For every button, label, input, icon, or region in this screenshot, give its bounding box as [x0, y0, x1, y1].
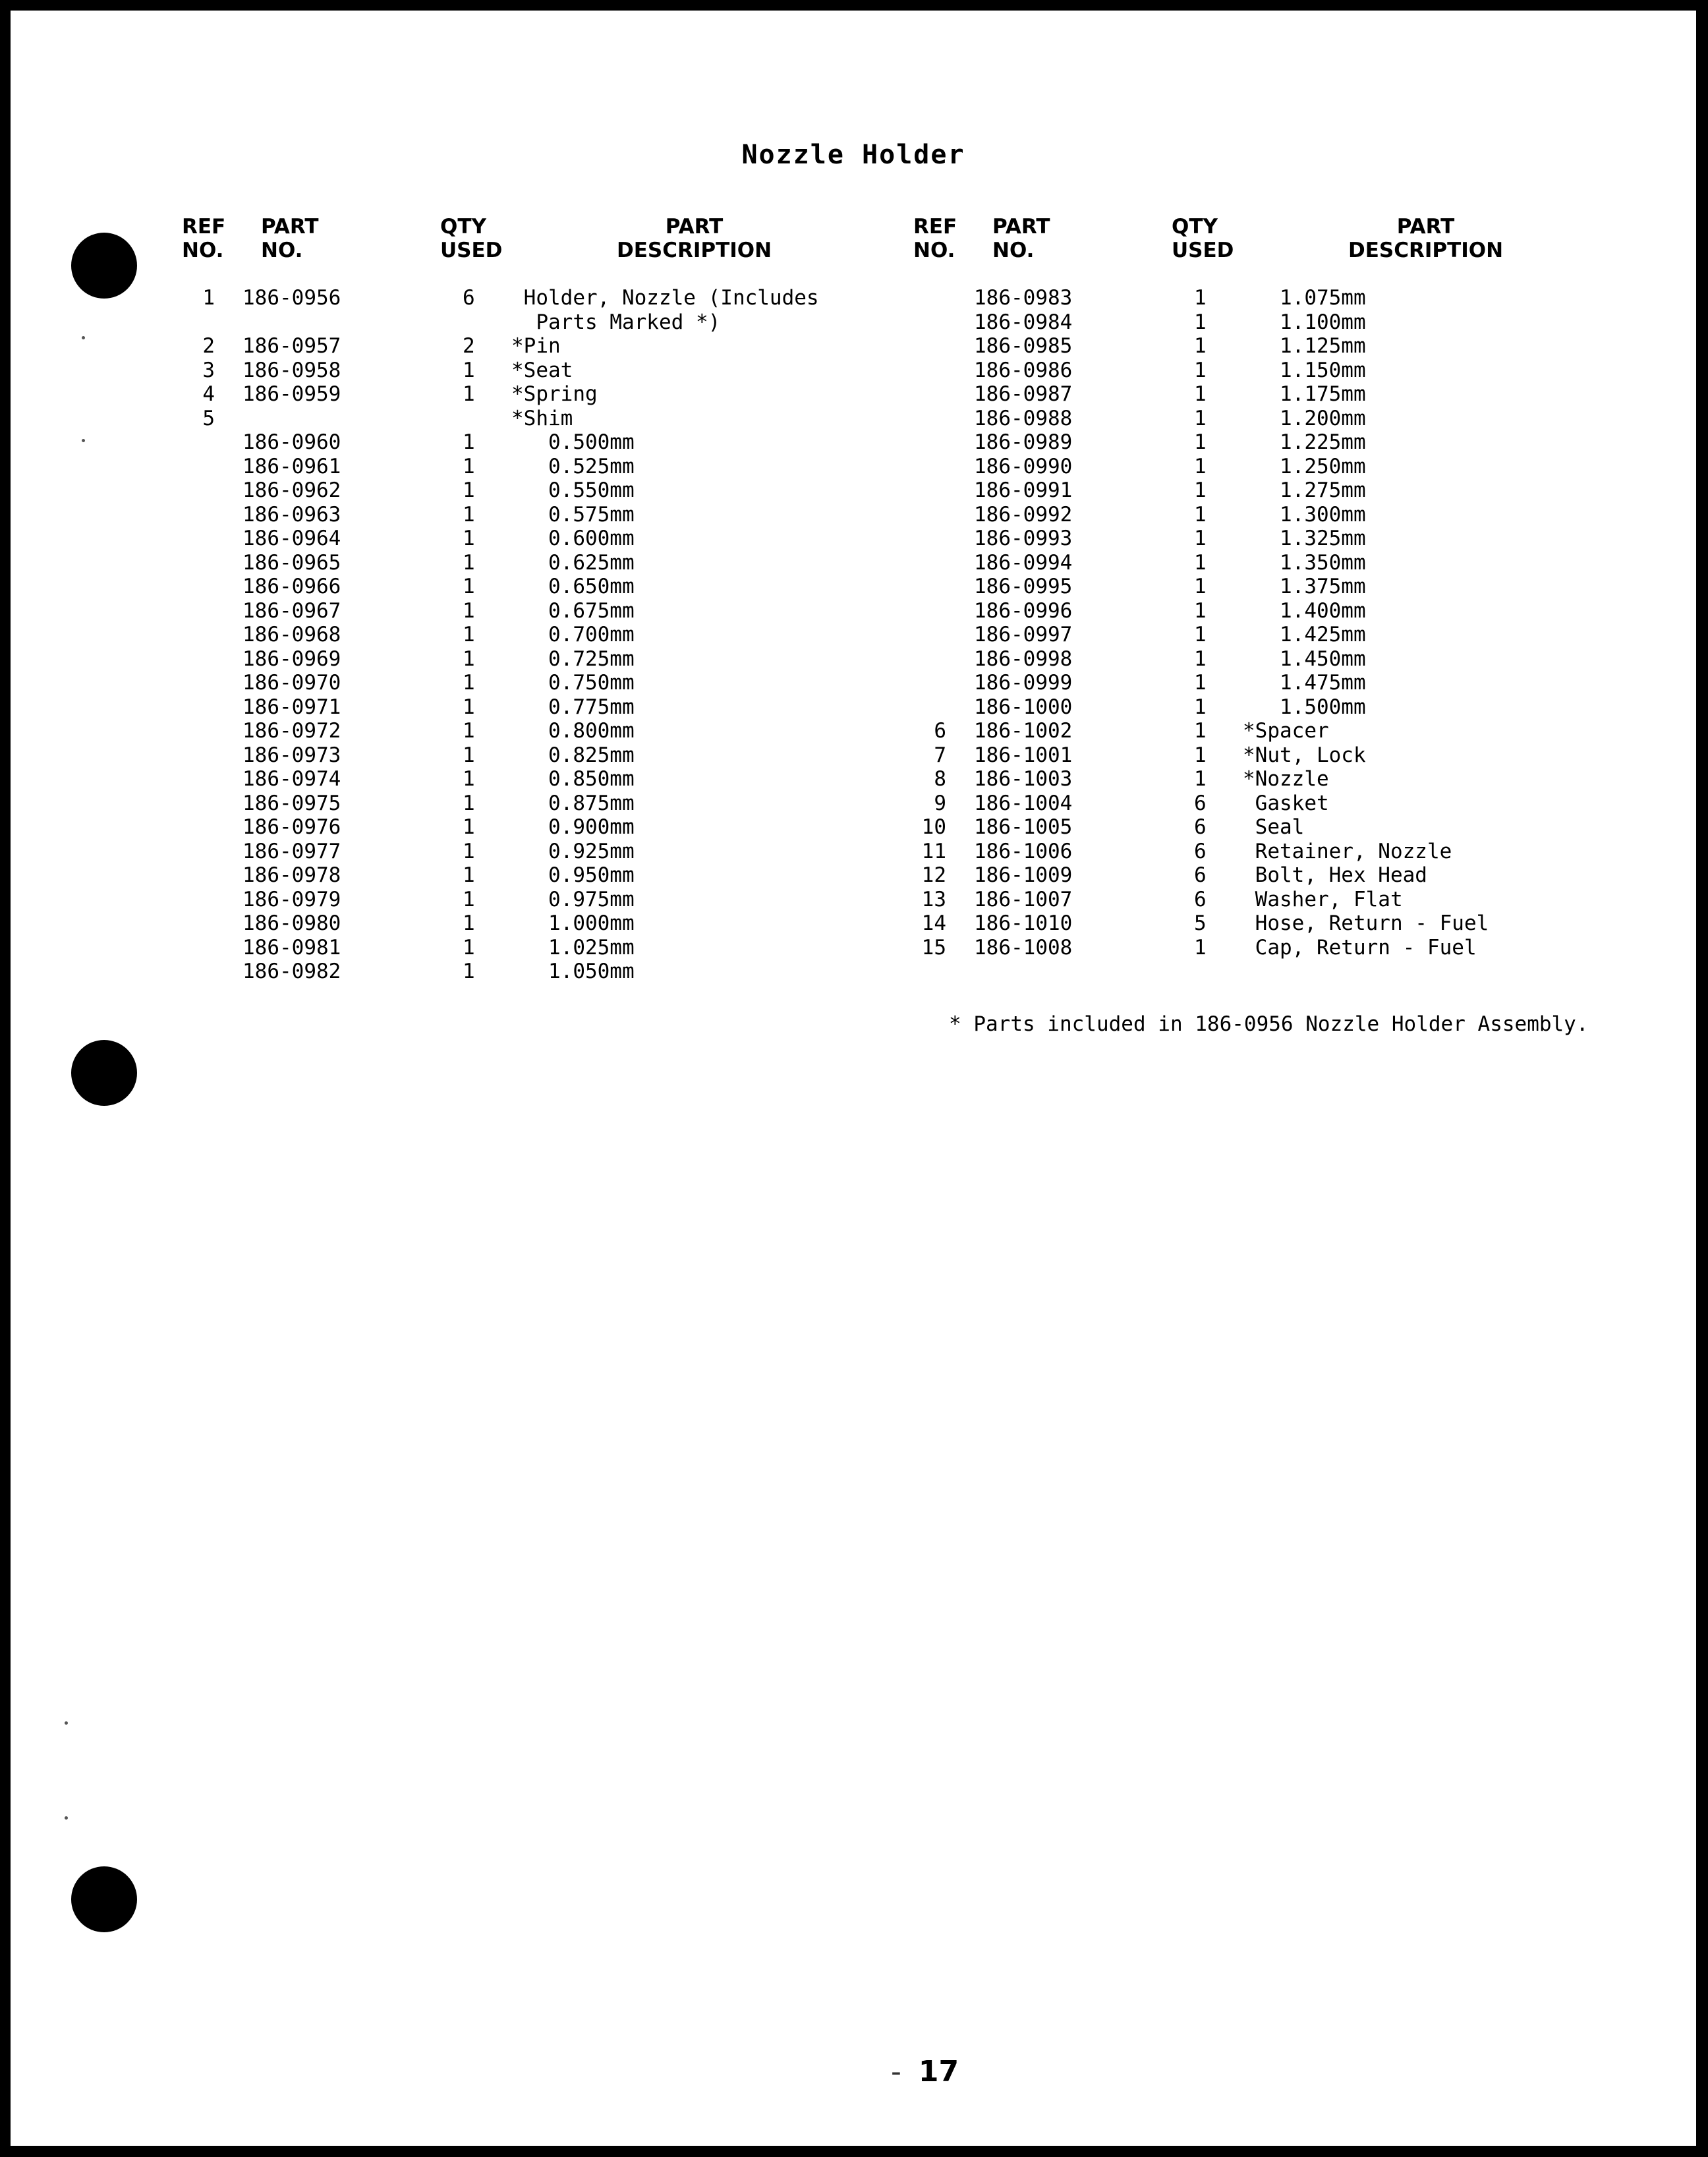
cell-qty-used: 1 [1194, 695, 1207, 719]
cell-part-no: 186-0962 [242, 478, 341, 502]
cell-part-no: 186-0998 [974, 647, 1073, 671]
cell-qty-used: 1 [1194, 358, 1207, 382]
cell-part-no: 186-0979 [242, 887, 341, 911]
cell-part-no: 186-0970 [242, 671, 341, 695]
table-row [913, 888, 1678, 912]
cell-part-no: 186-0974 [242, 767, 341, 791]
table-row [913, 551, 1678, 575]
cell-qty-used: 1 [463, 430, 475, 454]
header-part-description: PART DESCRIPTION [617, 215, 772, 262]
table-header [182, 215, 920, 274]
table-row [913, 815, 1678, 840]
header-part-description: PART DESCRIPTION [1348, 215, 1504, 262]
cell-part-no: 186-0989 [974, 430, 1073, 454]
cell-qty-used: 1 [1194, 430, 1207, 454]
table-row [913, 599, 1678, 623]
cell-part-no: 186-0983 [974, 286, 1073, 310]
table-row [182, 503, 920, 527]
table-row [182, 960, 920, 984]
table-row [913, 430, 1678, 455]
table-row [182, 791, 920, 816]
cell-part-description: 1.050mm [511, 960, 635, 983]
cell-part-description: 1.150mm [1243, 358, 1366, 382]
header-qty-used: QTY USED [440, 215, 503, 262]
cell-qty-used: 1 [1194, 935, 1207, 960]
cell-part-no: 186-0956 [242, 286, 341, 310]
scan-speck [65, 1721, 68, 1725]
table-row [913, 359, 1678, 383]
cell-part-description: 1.075mm [1243, 286, 1366, 310]
cell-part-description: *Seat [511, 358, 573, 382]
cell-part-description: Retainer, Nozzle [1243, 839, 1452, 863]
header-qty-used: QTY USED [1172, 215, 1234, 262]
table-row [182, 478, 920, 503]
page-number-dash: - [891, 2055, 901, 2088]
cell-part-no: 186-0969 [242, 647, 341, 671]
cell-part-description: 0.825mm [511, 743, 635, 767]
cell-part-description: *Nut, Lock [1243, 743, 1366, 767]
table-row [182, 359, 920, 383]
cell-part-no: 186-0971 [242, 695, 341, 719]
cell-ref-no: 6 [934, 719, 946, 743]
cell-part-no: 186-0981 [242, 935, 341, 960]
table-row [182, 911, 920, 936]
table-row [913, 455, 1678, 479]
cell-qty-used: 1 [463, 382, 475, 406]
cell-ref-no: 12 [921, 863, 946, 887]
table-row [182, 863, 920, 888]
table-row [182, 455, 920, 479]
cell-qty-used: 1 [463, 671, 475, 695]
cell-qty-used: 1 [1194, 550, 1207, 575]
cell-part-description: Cap, Return - Fuel [1243, 935, 1477, 960]
cell-qty-used: 1 [463, 791, 475, 815]
table-row [913, 767, 1678, 791]
cell-part-description: 0.500mm [511, 430, 635, 454]
table-row [182, 310, 920, 335]
cell-part-no: 186-1001 [974, 743, 1073, 767]
table-row [182, 382, 920, 407]
cell-ref-no: 8 [934, 767, 946, 791]
cell-part-description: 0.975mm [511, 887, 635, 911]
cell-part-description: 0.900mm [511, 815, 635, 839]
cell-part-description: 0.750mm [511, 671, 635, 695]
header-part-no: PART NO. [261, 215, 319, 262]
cell-part-no: 186-1004 [974, 791, 1073, 815]
table-row [182, 407, 920, 431]
cell-part-description: *Nozzle [1243, 767, 1329, 791]
cell-part-description: Seal [1243, 815, 1305, 839]
scan-speck [82, 336, 85, 339]
cell-part-description: 0.600mm [511, 527, 635, 550]
cell-qty-used: 1 [463, 839, 475, 863]
cell-part-no: 186-0990 [974, 454, 1073, 478]
cell-part-description: 1.000mm [511, 911, 635, 935]
table-row [913, 286, 1678, 310]
table-row [913, 936, 1678, 960]
table-row [182, 815, 920, 840]
cell-part-no: 186-1009 [974, 863, 1073, 887]
cell-part-no: 186-0991 [974, 478, 1073, 502]
table-row [182, 286, 920, 310]
cell-qty-used: 1 [1194, 527, 1207, 550]
cell-part-no: 186-0985 [974, 334, 1073, 358]
table-row [182, 671, 920, 695]
cell-part-description: 0.875mm [511, 791, 635, 815]
cell-qty-used: 1 [463, 358, 475, 382]
cell-part-description: Hose, Return - Fuel [1243, 911, 1489, 935]
table-row [913, 478, 1678, 503]
table-row [913, 840, 1678, 864]
cell-part-description: 0.525mm [511, 454, 635, 478]
cell-qty-used: 6 [463, 286, 475, 310]
cell-part-description: 1.500mm [1243, 695, 1366, 719]
cell-part-no: 186-0993 [974, 527, 1073, 550]
table-row [913, 575, 1678, 599]
cell-part-no: 186-0964 [242, 527, 341, 550]
cell-part-no: 186-0975 [242, 791, 341, 815]
cell-part-description: *Spacer [1243, 719, 1329, 743]
table-row [913, 647, 1678, 672]
cell-part-description: 0.575mm [511, 502, 635, 527]
table-row [913, 503, 1678, 527]
cell-qty-used: 1 [1194, 286, 1207, 310]
cell-qty-used: 1 [1194, 502, 1207, 527]
cell-part-no: 186-0959 [242, 382, 341, 406]
table-row [182, 647, 920, 672]
cell-part-no: 186-0980 [242, 911, 341, 935]
table-row [913, 671, 1678, 695]
cell-part-no: 186-0997 [974, 623, 1073, 647]
table-row [182, 767, 920, 791]
cell-part-no: 186-0982 [242, 960, 341, 983]
cell-qty-used: 6 [1194, 887, 1207, 911]
cell-qty-used: 1 [1194, 671, 1207, 695]
cell-part-no: 186-0995 [974, 575, 1073, 598]
cell-part-description: 0.650mm [511, 575, 635, 598]
table-row [913, 310, 1678, 335]
cell-part-description: 1.100mm [1243, 310, 1366, 334]
table-header [913, 215, 1678, 274]
table-row [182, 623, 920, 647]
cell-qty-used: 1 [463, 502, 475, 527]
cell-qty-used: 1 [463, 527, 475, 550]
page-number-value: 17 [918, 2055, 959, 2088]
cell-ref-no: 5 [202, 406, 215, 430]
header-ref-no: REF NO. [913, 215, 957, 262]
cell-qty-used: 1 [463, 550, 475, 575]
cell-part-no: 186-0999 [974, 671, 1073, 695]
cell-part-description: *Spring [511, 382, 598, 406]
cell-qty-used: 1 [463, 454, 475, 478]
table-row [913, 911, 1678, 936]
table-row [913, 527, 1678, 551]
cell-part-description: 0.725mm [511, 647, 635, 671]
cell-part-description: 0.925mm [511, 839, 635, 863]
cell-part-no: 186-0957 [242, 334, 341, 358]
cell-qty-used: 1 [1194, 647, 1207, 671]
binder-hole [71, 233, 137, 299]
cell-part-no: 186-0996 [974, 598, 1073, 623]
cell-qty-used: 1 [463, 743, 475, 767]
cell-qty-used: 2 [463, 334, 475, 358]
cell-part-no: 186-1000 [974, 695, 1073, 719]
cell-part-description: 1.225mm [1243, 430, 1366, 454]
cell-part-no: 186-0986 [974, 358, 1073, 382]
cell-qty-used: 1 [1194, 334, 1207, 358]
cell-part-description: Holder, Nozzle (Includes [511, 286, 819, 310]
table-row [182, 575, 920, 599]
cell-part-description: 0.550mm [511, 478, 635, 502]
table-row [182, 888, 920, 912]
table-rows [182, 286, 920, 984]
cell-part-no: 186-0966 [242, 575, 341, 598]
cell-part-description: Bolt, Hex Head [1243, 863, 1427, 887]
cell-qty-used: 6 [1194, 863, 1207, 887]
cell-part-no: 186-1008 [974, 935, 1073, 960]
cell-qty-used: 1 [463, 911, 475, 935]
page-number [891, 2055, 959, 2088]
table-row [182, 936, 920, 960]
cell-part-no: 186-0994 [974, 550, 1073, 575]
cell-part-no: 186-0967 [242, 598, 341, 623]
cell-qty-used: 1 [463, 695, 475, 719]
cell-ref-no: 9 [934, 791, 946, 815]
cell-part-no: 186-0972 [242, 719, 341, 743]
cell-qty-used: 1 [463, 935, 475, 960]
cell-ref-no: 3 [202, 358, 215, 382]
cell-qty-used: 1 [1194, 719, 1207, 743]
cell-part-no: 186-0977 [242, 839, 341, 863]
cell-part-no: 186-0992 [974, 502, 1073, 527]
table-row [182, 840, 920, 864]
cell-part-description: Gasket [1243, 791, 1329, 815]
cell-part-description: 1.125mm [1243, 334, 1366, 358]
table-rows [913, 286, 1678, 960]
table-row [913, 623, 1678, 647]
footnote: * Parts included in 186-0956 Nozzle Holder Assembly. [949, 1012, 1589, 1036]
cell-part-no: 186-0963 [242, 502, 341, 527]
cell-part-no: 186-0965 [242, 550, 341, 575]
cell-qty-used: 6 [1194, 839, 1207, 863]
cell-part-description: 1.275mm [1243, 478, 1366, 502]
cell-part-no: 186-1010 [974, 911, 1073, 935]
cell-qty-used: 1 [463, 647, 475, 671]
cell-part-description: 1.475mm [1243, 671, 1366, 695]
cell-qty-used: 1 [463, 863, 475, 887]
cell-part-no: 186-1005 [974, 815, 1073, 839]
cell-qty-used: 1 [1194, 478, 1207, 502]
table-row [913, 382, 1678, 407]
cell-part-description: 0.850mm [511, 767, 635, 791]
cell-part-description: Washer, Flat [1243, 887, 1403, 911]
cell-part-description: 0.625mm [511, 550, 635, 575]
cell-part-no: 186-1002 [974, 719, 1073, 743]
cell-ref-no: 14 [921, 911, 946, 935]
parts-table-right [913, 215, 1678, 960]
cell-qty-used: 6 [1194, 791, 1207, 815]
cell-qty-used: 1 [463, 815, 475, 839]
header-part-no: PART NO. [992, 215, 1050, 262]
cell-part-description: 1.350mm [1243, 550, 1366, 575]
cell-ref-no: 11 [921, 839, 946, 863]
table-row [913, 719, 1678, 743]
table-row [913, 791, 1678, 816]
cell-qty-used: 1 [1194, 575, 1207, 598]
cell-part-no: 186-0973 [242, 743, 341, 767]
cell-qty-used: 1 [1194, 382, 1207, 406]
binder-hole [71, 1866, 137, 1932]
cell-qty-used: 1 [1194, 767, 1207, 791]
table-row [182, 527, 920, 551]
cell-part-no: 186-0988 [974, 406, 1073, 430]
table-row [182, 695, 920, 720]
cell-part-description: 1.325mm [1243, 527, 1366, 550]
cell-qty-used: 1 [463, 960, 475, 983]
table-row [913, 407, 1678, 431]
cell-qty-used: 6 [1194, 815, 1207, 839]
cell-part-no: 186-1003 [974, 767, 1073, 791]
cell-ref-no: 13 [921, 887, 946, 911]
cell-qty-used: 1 [463, 575, 475, 598]
page-title: Nozzle Holder [741, 140, 965, 170]
cell-qty-used: 5 [1194, 911, 1207, 935]
cell-part-description: 0.950mm [511, 863, 635, 887]
cell-part-description: 1.200mm [1243, 406, 1366, 430]
table-row [913, 695, 1678, 720]
parts-table-left [182, 215, 920, 984]
table-row [182, 430, 920, 455]
cell-part-no: 186-0960 [242, 430, 341, 454]
table-row [182, 334, 920, 359]
cell-part-no: 186-0987 [974, 382, 1073, 406]
cell-part-description: 1.250mm [1243, 454, 1366, 478]
table-row [913, 334, 1678, 359]
cell-qty-used: 1 [1194, 623, 1207, 647]
table-row [182, 599, 920, 623]
cell-ref-no: 15 [921, 935, 946, 960]
cell-part-description: 0.800mm [511, 719, 635, 743]
cell-part-description: 1.025mm [511, 935, 635, 960]
cell-qty-used: 1 [463, 887, 475, 911]
cell-qty-used: 1 [463, 623, 475, 647]
cell-part-no: 186-1007 [974, 887, 1073, 911]
cell-part-description: Parts Marked *) [511, 310, 721, 334]
cell-part-no: 186-0984 [974, 310, 1073, 334]
cell-ref-no: 4 [202, 382, 215, 406]
cell-part-description: 1.450mm [1243, 647, 1366, 671]
table-row [913, 743, 1678, 768]
document-page [11, 11, 1696, 2146]
cell-part-description: 0.675mm [511, 598, 635, 623]
cell-ref-no: 7 [934, 743, 946, 767]
cell-part-description: 1.400mm [1243, 598, 1366, 623]
cell-qty-used: 1 [463, 767, 475, 791]
cell-qty-used: 1 [1194, 454, 1207, 478]
cell-part-description: *Pin [511, 334, 561, 358]
cell-part-description: 0.700mm [511, 623, 635, 647]
cell-part-no: 186-0978 [242, 863, 341, 887]
cell-qty-used: 1 [463, 598, 475, 623]
cell-part-description: 1.175mm [1243, 382, 1366, 406]
cell-ref-no: 1 [202, 286, 215, 310]
binder-hole [71, 1040, 137, 1106]
cell-part-description: 0.775mm [511, 695, 635, 719]
scan-speck [65, 1816, 68, 1820]
table-row [182, 743, 920, 768]
cell-part-description: 1.425mm [1243, 623, 1366, 647]
table-row [913, 863, 1678, 888]
cell-part-description: *Shim [511, 406, 573, 430]
cell-part-description: 1.300mm [1243, 502, 1366, 527]
cell-part-no: 186-1006 [974, 839, 1073, 863]
cell-part-no: 186-0958 [242, 358, 341, 382]
cell-ref-no: 10 [921, 815, 946, 839]
cell-qty-used: 1 [463, 719, 475, 743]
cell-qty-used: 1 [1194, 406, 1207, 430]
cell-qty-used: 1 [1194, 743, 1207, 767]
cell-part-no: 186-0968 [242, 623, 341, 647]
cell-qty-used: 1 [1194, 598, 1207, 623]
table-row [182, 551, 920, 575]
cell-ref-no: 2 [202, 334, 215, 358]
cell-part-description: 1.375mm [1243, 575, 1366, 598]
cell-part-no: 186-0976 [242, 815, 341, 839]
header-ref-no: REF NO. [182, 215, 226, 262]
table-row [182, 719, 920, 743]
cell-part-no: 186-0961 [242, 454, 341, 478]
cell-qty-used: 1 [463, 478, 475, 502]
cell-qty-used: 1 [1194, 310, 1207, 334]
scan-speck [82, 439, 85, 442]
